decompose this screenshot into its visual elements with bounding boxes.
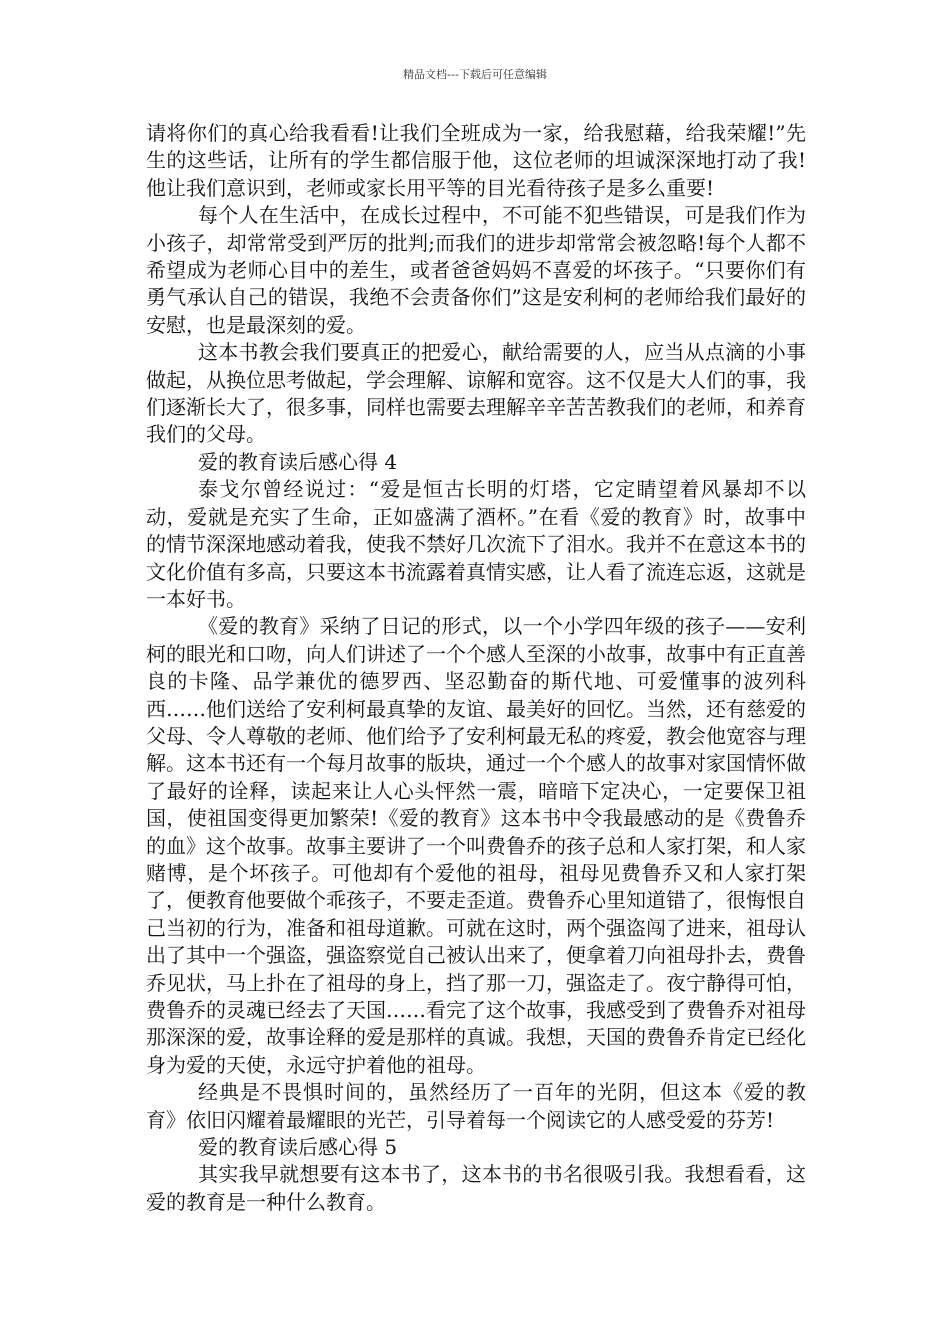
paragraph: 经典是不畏惧时间的，虽然经历了一百年的光阴，但这本《爱的教育》依旧闪耀着最耀眼的光芒，引导着每一个阅读它的人感受爱的芬芳! [146, 1080, 806, 1132]
paragraph: 其实我早就想要有这本书了，这本书的书名很吸引我。我想看看，这爱的教育是一种什么教育。 [146, 1162, 806, 1214]
paragraph: 泰戈尔曾经说过：“爱是恒古长明的灯塔，它定睛望着风暴却不以动，爱就是充实了生命，正如盛满了酒杯。”在看《爱的教育》时，故事中的情节深深地感动着我，使我不禁好几次流下了泪水。我并不在意这本书的文化价值有多高，只要这本书流露着真情实感，让人看了流连忘返，这就是一本好书。 [146, 477, 806, 611]
paragraph: 请将你们的真心给我看看!让我们全班成为一家，给我慰藉，给我荣耀!”先生的这些话，让所有的学生都信服于他，这位老师的坦诚深深地打动了我!他让我们意识到，老师或家长用平等的目光看待孩子是多么重要! [146, 121, 806, 200]
paragraph: 《爱的教育》采纳了日记的形式，以一个小学四年级的孩子——安利柯的眼光和口吻，向人们讲述了一个个感人至深的小故事，故事中有正直善良的卡隆、品学兼优的德罗西、坚忍勤奋的斯代地、可爱懂事的波列科西……他们送给了安利柯最真挚的友谊、最美好的回忆。当然，还有慈爱的父母、令人尊敬的老师、他们给予了安利柯最无私的疼爱，教会他宽容与理解。这本书还有一个每月故事的版块，通过一个个感人的故事对家国情怀做了最好的诠释，读起来让人心头怦然一震，暗暗下定决心，一定要保卫祖国，使祖国变得更加繁荣!《爱的教育》这本书中令我最感动的是《费鲁乔的血》这个故事。故事主要讲了一个叫费鲁乔的孩子总和人家打架，和人家赌博，是个坏孩子。可他却有个爱他的祖母，祖母见费鲁乔又和人家打架了，便教育他要做个乖孩子，不要走歪道。费鲁乔心里知道错了，很悔恨自己当初的行为，准备和祖母道歉。可就在这时，两个强盗闯了进来，祖母认出了其中一个强盗，强盗察觉自己被认出来了，便拿着刀向祖母扑去，费鲁乔见状，马上扑在了祖母的身上，挡了那一刀，强盗走了。夜宁静得可怕，费鲁乔的灵魂已经去了天国……看完了这个故事，我感受到了费鲁乔对祖母那深深的爱，故事诠释的爱是那样的真诚。我想，天国的费鲁乔肯定已经化身为爱的天使，永远守护着他的祖母。 [146, 614, 806, 1077]
page-header: 精品文档---下载后可任意编辑 [403, 68, 547, 81]
paragraph: 每个人在生活中，在成长过程中，不可能不犯些错误，可是我们作为小孩子，却常常受到严厉的批判;而我们的进步却常常会被忽略!每个人都不希望成为老师心目中的差生，或者爸爸妈妈不喜爱的坏孩子。“只要你们有勇气承认自己的错误，我绝不会责备你们”这是安利柯的老师给我们最好的安慰，也是最深刻的爱。 [146, 203, 806, 337]
section-heading: 爱的教育读后感心得 5 [198, 1135, 398, 1160]
section-heading: 爱的教育读后感心得 4 [198, 449, 398, 474]
paragraph: 这本书教会我们要真正的把爱心，献给需要的人，应当从点滴的小事做起，从换位思考做起，学会理解、谅解和宽容。这不仅是大人们的事，我们逐渐长大了，很多事，同样也需要去理解辛辛苦苦教我们的老师，和养育我们的父母。 [146, 340, 806, 447]
document-body [146, 120, 806, 1216]
